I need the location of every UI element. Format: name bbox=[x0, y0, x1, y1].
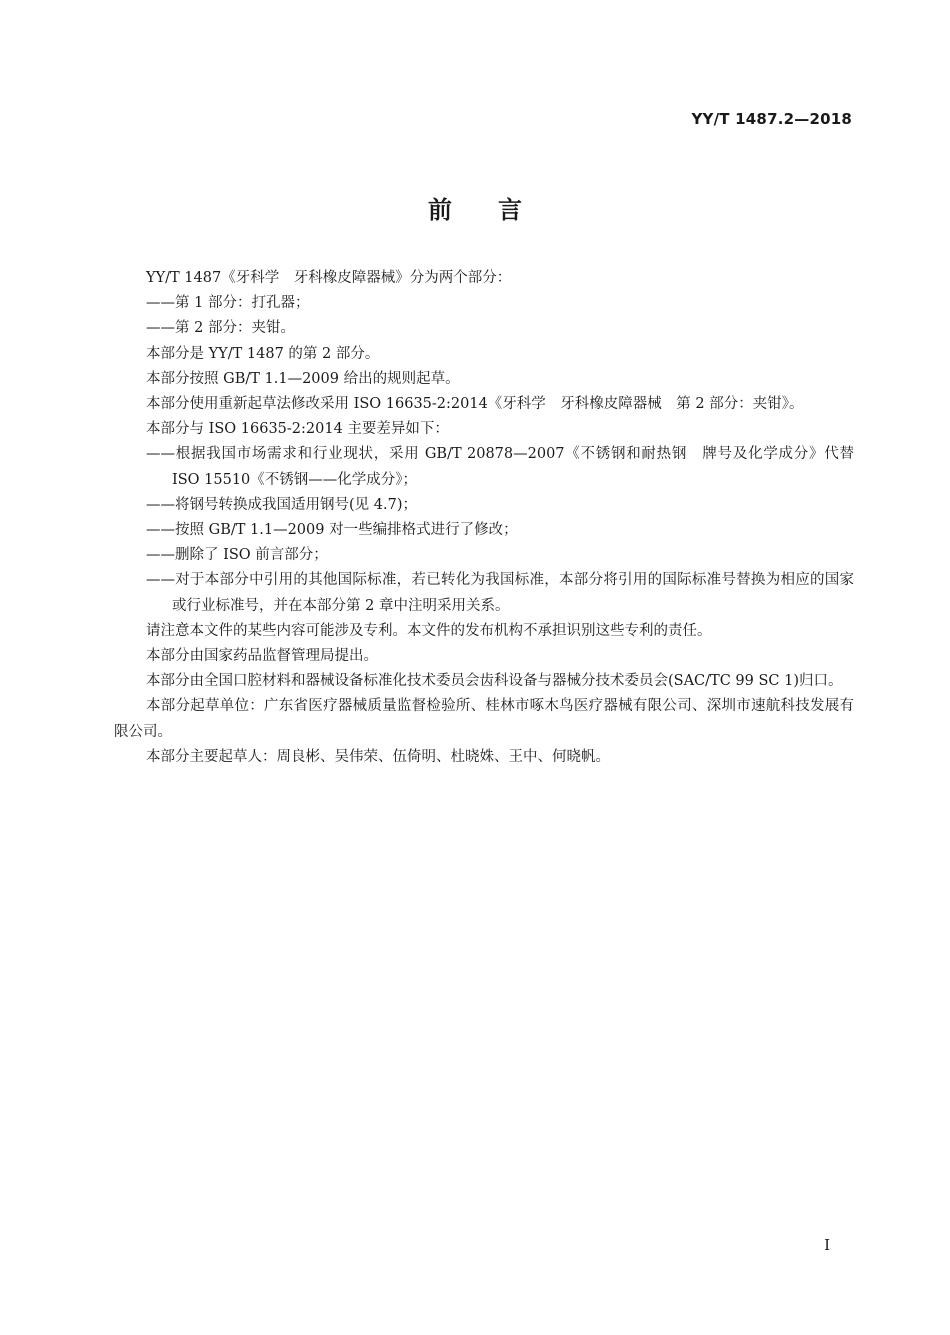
paragraph-proposed-by: 本部分由国家药品监督管理局提出。 bbox=[146, 648, 378, 665]
list-item-part-2: ——第 2 部分：夹钳。 bbox=[146, 320, 295, 337]
foreword-body bbox=[114, 266, 854, 770]
list-item-part-1: ——第 1 部分：打孔器； bbox=[146, 295, 310, 312]
paragraph-adoption: 本部分使用重新起草法修改采用 ISO 16635-2:2014《牙科学 牙科橡皮障器械 第 2 部分：夹钳》。 bbox=[146, 396, 804, 413]
paragraph-drafters: 本部分主要起草人：周良彬、吴伟荣、伍倚明、杜晓姝、王中、何晓帆。 bbox=[146, 748, 610, 765]
paragraph-parts-intro: YY/T 1487《牙科学 牙科橡皮障器械》分为两个部分： bbox=[146, 270, 512, 286]
list-item-difference-iso-foreword: ——删除了 ISO 前言部分； bbox=[146, 547, 328, 564]
paragraph-drafting-rules: 本部分按照 GB/T 1.1—2009 给出的规则起草。 bbox=[146, 370, 460, 387]
paragraph-drafting-units: 本部分起草单位：广东省医疗器械质量监督检验所、桂林市啄木鸟医疗器械有限公司、深圳市速航科技发展有限公司。 bbox=[114, 698, 854, 740]
paragraph-patent-notice: 请注意本文件的某些内容可能涉及专利。本文件的发布机构不承担识别这些专利的责任。 bbox=[146, 622, 712, 639]
list-item-difference-references: ——对于本部分中引用的其他国际标准，若已转化为我国标准，本部分将引用的国际标准号替换为相应的国家或行业标准号，并在本部分第 2 章中注明采用关系。 bbox=[146, 572, 854, 614]
list-item-difference-format: ——按照 GB/T 1.1—2009 对一些编排格式进行了修改； bbox=[146, 522, 518, 539]
page-number: I bbox=[824, 1236, 830, 1254]
list-item-difference-steel-standard: ——根据我国市场需求和行业现状，采用 GB/T 20878—2007《不锈钢和耐热钢 牌号及化学成分》代替 ISO 15510《不锈钢——化学成分》； bbox=[146, 446, 854, 488]
list-item-difference-steel-grade: ——将钢号转换成我国适用钢号(见 4.7)； bbox=[146, 496, 417, 513]
paragraph-technical-committee: 本部分由全国口腔材料和器械设备标准化技术委员会齿科设备与器械分技术委员会(SAC/TC 99 SC 1)归口。 bbox=[146, 673, 843, 690]
page-title: 前言 bbox=[428, 196, 568, 224]
paragraph-differences-intro: 本部分与 ISO 16635-2:2014 主要差异如下： bbox=[146, 421, 449, 438]
standard-code: YY/T 1487.2—2018 bbox=[691, 110, 852, 128]
paragraph-part-number: 本部分是 YY/T 1487 的第 2 部分。 bbox=[146, 345, 380, 362]
